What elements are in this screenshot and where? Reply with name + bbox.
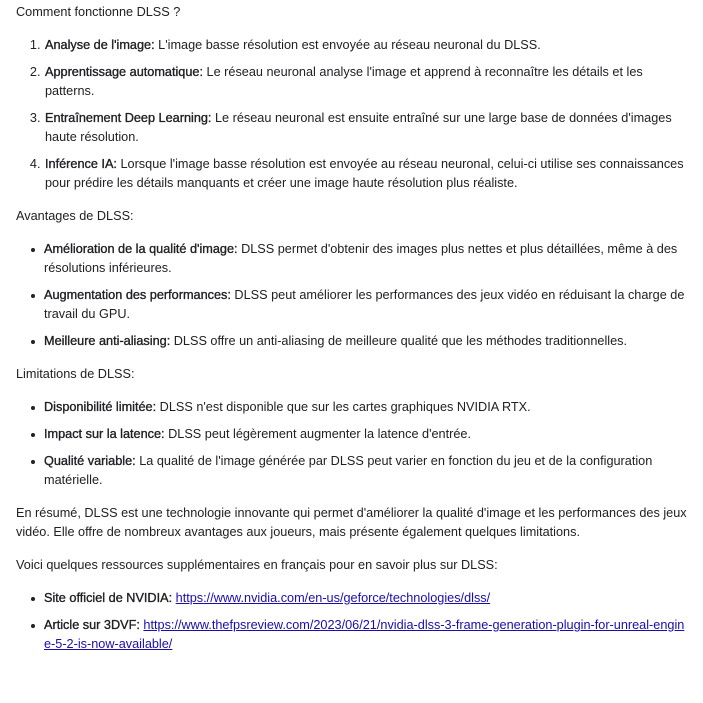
summary-paragraph: En résumé, DLSS est une technologie innovante qui permet d'améliorer la qualité d'image et les performances des jeux vidéo. Elle offre de nombreux avantages aux joueurs, mais présente également quelques limitations. [16, 506, 687, 539]
item-label: Meilleure anti-aliasing: [44, 334, 171, 348]
item-label: Qualité variable: [44, 454, 136, 468]
item-text: DLSS permet d'obtenir des images plus nettes et plus détaillées, même à des résolutions inférieures. [44, 242, 678, 275]
item-text: DLSS peut améliorer les performances des jeux vidéo en réduisant la charge de travail du GPU. [44, 288, 685, 321]
item-label: Apprentissage automatique: [45, 65, 203, 79]
list-item [44, 240, 689, 278]
list-item [44, 452, 689, 490]
how-steps-list [16, 36, 689, 193]
item-label: Article sur 3DVF: [44, 618, 140, 632]
item-text: DLSS offre un anti-aliasing de meilleure qualité que les méthodes traditionnelles. [170, 334, 628, 348]
item-text: Le réseau neuronal analyse l'image et apprend à reconnaître les détails et les patterns. [45, 65, 643, 98]
list-item [44, 63, 689, 101]
list-item [44, 589, 689, 608]
advantages-list [16, 240, 689, 351]
list-item [44, 616, 689, 654]
list-item [44, 398, 689, 417]
3dvf-article-link[interactable]: https://www.thefpsreview.com/2023/06/21/nvidia-dlss-3-frame-generation-plugin-for-unreal-engine-5-2-is-now-available/ [44, 618, 685, 651]
item-text: Lorsque l'image basse résolution est envoyée au réseau neuronal, celui-ci utilise ses connaissances pour prédire les détails manquants et créer une image haute résolution plus réaliste. [45, 157, 684, 190]
list-item [44, 332, 689, 351]
nvidia-link[interactable]: https://www.nvidia.com/en-us/geforce/technologies/dlss/ [175, 591, 491, 605]
item-label: Site officiel de NVIDIA: [44, 591, 173, 605]
item-text: L'image basse résolution est envoyée au réseau neuronal du DLSS. [154, 38, 541, 52]
item-label: Inférence IA: [45, 157, 117, 171]
section-heading-advantages: Avantages de DLSS: [16, 209, 134, 223]
item-label: Augmentation des performances: [44, 288, 231, 302]
item-label: Analyse de l'image: [45, 38, 155, 52]
item-label: Entraînement Deep Learning: [45, 111, 212, 125]
list-item [44, 425, 689, 444]
section-heading-limitations: Limitations de DLSS: [16, 367, 135, 381]
list-item [44, 36, 689, 55]
list-item [44, 109, 689, 147]
list-item [44, 155, 689, 193]
item-text: Le réseau neuronal est ensuite entraîné sur une large base de données d'images haute résolution. [45, 111, 672, 144]
item-text: DLSS peut légèrement augmenter la latence d'entrée. [164, 427, 472, 441]
item-label: Disponibilité limitée: [44, 400, 157, 414]
resources-intro: Voici quelques ressources supplémentaires en français pour en savoir plus sur DLSS: [16, 558, 498, 572]
item-text: DLSS n'est disponible que sur les cartes graphiques NVIDIA RTX. [156, 400, 531, 414]
list-item [44, 286, 689, 324]
item-label: Amélioration de la qualité d'image: [44, 242, 238, 256]
item-label: Impact sur la latence: [44, 427, 165, 441]
resources-list [16, 589, 689, 654]
section-heading-how: Comment fonctionne DLSS ? [16, 5, 181, 19]
item-text: La qualité de l'image générée par DLSS peut varier en fonction du jeu et de la configuration matérielle. [44, 454, 653, 487]
limitations-list [16, 398, 689, 490]
